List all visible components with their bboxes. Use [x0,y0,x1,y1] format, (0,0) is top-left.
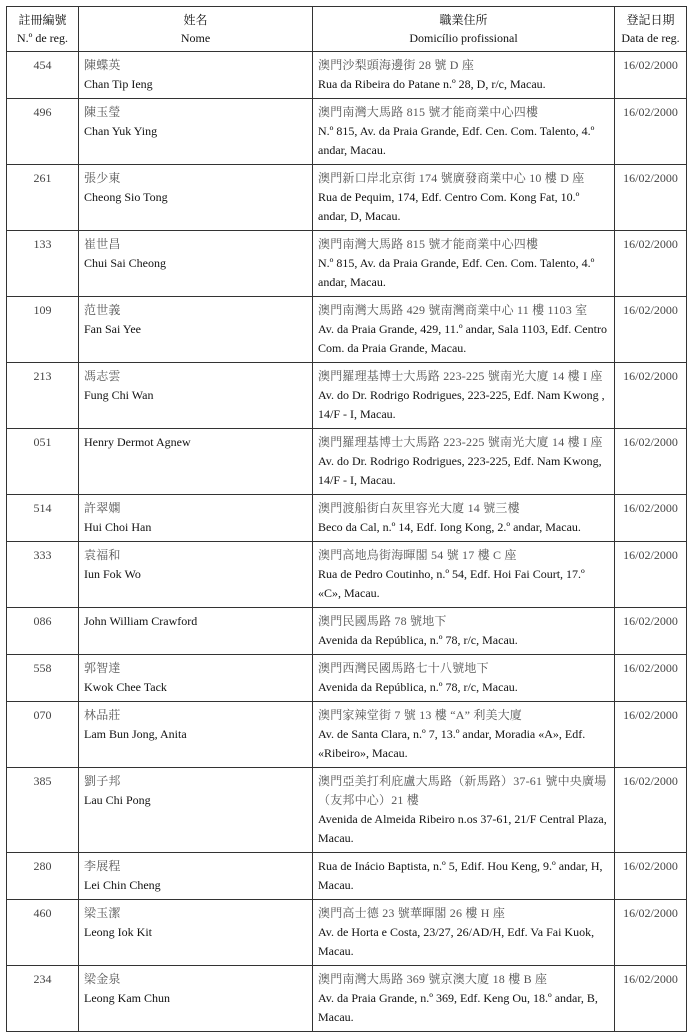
name-cell [79,608,313,655]
reg-date: 16/02/2000 [615,702,687,768]
address-portuguese: Av. da Praia Grande, n.º 369, Edf. Keng Ou, 18.º andar, B, Macau. [318,991,598,1024]
address-portuguese: Beco da Cal, n.º 14, Edf. Iong Kong, 2.º andar, Macau. [318,520,581,534]
registry-table [6,6,687,1032]
reg-number: 558 [7,655,79,702]
name-portuguese: Lei Chin Cheng [84,878,161,892]
name-portuguese: John William Crawford [84,614,198,628]
table-row [7,966,687,1032]
name-chinese: 梁玉潔 [84,906,121,920]
name-cell [79,542,313,608]
reg-date: 16/02/2000 [615,52,687,99]
reg-date: 16/02/2000 [615,853,687,900]
address-chinese: 澳門新口岸北京街 174 號廣發商業中心 10 樓 D 座 [318,171,585,185]
address-portuguese: Av. da Praia Grande, 429, 11.º andar, Sala 1103, Edf. Centro Com. da Praia Grande, Macau. [318,322,607,355]
table-row [7,52,687,99]
address-chinese: 澳門渡船街白灰里容光大廈 14 號三樓 [318,501,520,515]
name-chinese: 陳玉瑩 [84,105,121,119]
reg-date: 16/02/2000 [615,966,687,1032]
name-portuguese: Fan Sai Yee [84,322,142,336]
address-portuguese: Av. do Dr. Rodrigo Rodrigues, 223-225, Edf. Nam Kwong, 14/F - I, Macau. [318,454,602,487]
address-portuguese: Av. de Horta e Costa, 23/27, 26/AD/H, Edf. Va Fai Kuok, Macau. [318,925,595,958]
header-label: N.º de reg. [16,31,69,45]
reg-date: 16/02/2000 [615,429,687,495]
reg-date: 16/02/2000 [615,655,687,702]
reg-number: 109 [7,297,79,363]
address-cell [313,655,615,702]
name-portuguese: Iun Fok Wo [84,567,141,581]
reg-number: 280 [7,853,79,900]
name-cell [79,231,313,297]
reg-number: 460 [7,900,79,966]
table-row [7,900,687,966]
reg-date: 16/02/2000 [615,363,687,429]
reg-number: 234 [7,966,79,1032]
header-label: 註冊編號 [18,13,67,27]
reg-date: 16/02/2000 [615,297,687,363]
header-date [615,7,687,52]
address-chinese: 澳門羅理基博士大馬路 223-225 號南光大廈 14 樓 I 座 [318,435,603,449]
reg-date: 16/02/2000 [615,542,687,608]
name-chinese: 李展程 [84,859,121,873]
name-portuguese: Cheong Sio Tong [84,190,168,204]
name-portuguese: Leong Kam Chun [84,991,170,1005]
reg-date: 16/02/2000 [615,608,687,655]
table-row [7,429,687,495]
name-cell [79,853,313,900]
address-chinese: 澳門南灣大馬路 369 號京澳大廈 18 樓 B 座 [318,972,548,986]
table-row [7,768,687,853]
name-cell [79,52,313,99]
address-chinese: 澳門亞美打利庇盧大馬路（新馬路）37-61 號中央廣場（友邦中心）21 樓 [318,774,607,807]
name-portuguese: Chan Tip Ieng [84,77,153,91]
table-row [7,297,687,363]
address-cell [313,768,615,853]
name-chinese: 馮志雲 [84,369,121,383]
name-cell [79,429,313,495]
name-cell [79,165,313,231]
address-chinese: 澳門高士德 23 號華暉閣 26 樓 H 座 [318,906,506,920]
address-cell [313,900,615,966]
reg-date: 16/02/2000 [615,165,687,231]
table-row [7,542,687,608]
address-cell [313,231,615,297]
reg-number: 333 [7,542,79,608]
name-chinese: 袁福和 [84,548,121,562]
address-cell [313,52,615,99]
name-chinese: 許翠嫻 [84,501,121,515]
table-row [7,702,687,768]
name-portuguese: Kwok Chee Tack [84,680,167,694]
name-portuguese: Chui Sai Cheong [84,256,167,270]
header-label: Data de reg. [621,31,680,45]
header-address [313,7,615,52]
address-chinese: 澳門高地烏街海暉閣 54 號 17 樓 C 座 [318,548,517,562]
name-chinese: 梁金泉 [84,972,121,986]
header-label: 職業住所 [439,13,488,27]
address-portuguese: Avenida da República, n.º 78, r/c, Macau. [318,680,518,694]
reg-date: 16/02/2000 [615,231,687,297]
name-chinese: 林品莊 [84,708,121,722]
name-cell [79,297,313,363]
table-header [7,7,687,52]
address-cell [313,363,615,429]
address-portuguese: Rua de Pequim, 174, Edf. Centro Com. Kong Fat, 10.º andar, D, Macau. [318,190,580,223]
reg-number: 070 [7,702,79,768]
name-chinese: 范世義 [84,303,121,317]
address-chinese: 澳門西灣民國馬路七十八號地下 [318,661,489,675]
table-body [7,52,687,1032]
address-cell [313,99,615,165]
table-row [7,231,687,297]
name-cell [79,768,313,853]
header-name [79,7,313,52]
address-cell [313,542,615,608]
name-cell [79,702,313,768]
address-portuguese: Avenida de Almeida Ribeiro n.os 37-61, 21/F Central Plaza, Macau. [318,812,607,845]
name-chinese: 陳蝶英 [84,58,121,72]
header-reg-number [7,7,79,52]
table-row [7,363,687,429]
name-portuguese: Fung Chi Wan [84,388,154,402]
table-row [7,608,687,655]
table-row [7,99,687,165]
address-portuguese: Av. de Santa Clara, n.º 7, 13.º andar, Moradia «A», Edf. «Ribeiro», Macau. [318,727,586,760]
reg-number: 496 [7,99,79,165]
reg-number: 514 [7,495,79,542]
address-chinese: 澳門南灣大馬路 815 號才能商業中心四樓 [318,105,539,119]
reg-date: 16/02/2000 [615,768,687,853]
name-cell [79,363,313,429]
address-portuguese: Av. do Dr. Rodrigo Rodrigues, 223-225, Edf. Nam Kwong , 14/F - I, Macau. [318,388,605,421]
header-label: Domicílio profissional [409,31,518,45]
address-cell [313,165,615,231]
name-chinese: 崔世昌 [84,237,121,251]
name-portuguese: Leong Iok Kit [84,925,152,939]
reg-date: 16/02/2000 [615,99,687,165]
name-portuguese: Lam Bun Jong, Anita [84,727,187,741]
name-portuguese: Lau Chi Pong [84,793,151,807]
header-label: Nome [180,31,211,45]
reg-number: 086 [7,608,79,655]
address-portuguese: Rua de Pedro Coutinho, n.º 54, Edf. Hoi Fai Court, 17.º «C», Macau. [318,567,585,600]
name-portuguese: Chan Yuk Ying [84,124,158,138]
reg-number: 213 [7,363,79,429]
address-cell [313,495,615,542]
address-chinese: 澳門南灣大馬路 815 號才能商業中心四樓 [318,237,539,251]
address-cell [313,853,615,900]
table-row [7,853,687,900]
address-chinese: 澳門民國馬路 78 號地下 [318,614,447,628]
reg-date: 16/02/2000 [615,900,687,966]
table-row [7,165,687,231]
header-label: 登記日期 [626,13,675,27]
address-cell [313,297,615,363]
header-row [7,7,687,52]
name-cell [79,495,313,542]
address-chinese: 澳門羅理基博士大馬路 223-225 號南光大廈 14 樓 I 座 [318,369,603,383]
address-cell [313,702,615,768]
reg-number: 385 [7,768,79,853]
address-portuguese: N.º 815, Av. da Praia Grande, Edf. Cen. Com. Talento, 4.º andar, Macau. [318,256,595,289]
header-label: 姓名 [183,13,208,27]
name-cell [79,900,313,966]
reg-number: 261 [7,165,79,231]
name-chinese: 郭智達 [84,661,121,675]
reg-number: 051 [7,429,79,495]
address-portuguese: N.º 815, Av. da Praia Grande, Edf. Cen. Com. Talento, 4.º andar, Macau. [318,124,595,157]
address-chinese: 澳門沙梨頭海邊街 28 號 D 座 [318,58,475,72]
reg-date: 16/02/2000 [615,495,687,542]
table-row [7,655,687,702]
address-chinese: 澳門家辣堂街 7 號 13 樓 “A” 利美大廈 [318,708,523,722]
reg-number: 133 [7,231,79,297]
address-cell [313,966,615,1032]
name-portuguese: Hui Choi Han [84,520,152,534]
name-cell [79,655,313,702]
name-chinese: 張少東 [84,171,121,185]
address-cell [313,429,615,495]
reg-number: 454 [7,52,79,99]
address-chinese: 澳門南灣大馬路 429 號南灣商業中心 11 樓 1103 室 [318,303,588,317]
name-chinese: 劉子邦 [84,774,121,788]
address-portuguese: Rua da Ribeira do Patane n.º 28, D, r/c, Macau. [318,77,546,91]
address-portuguese: Avenida da República, n.º 78, r/c, Macau. [318,633,518,647]
name-portuguese: Henry Dermot Agnew [84,435,191,449]
name-cell [79,99,313,165]
name-cell [79,966,313,1032]
table-row [7,495,687,542]
address-cell [313,608,615,655]
address-portuguese: Rua de Inácio Baptista, n.º 5, Edif. Hou Keng, 9.º andar, H, Macau. [318,859,603,892]
